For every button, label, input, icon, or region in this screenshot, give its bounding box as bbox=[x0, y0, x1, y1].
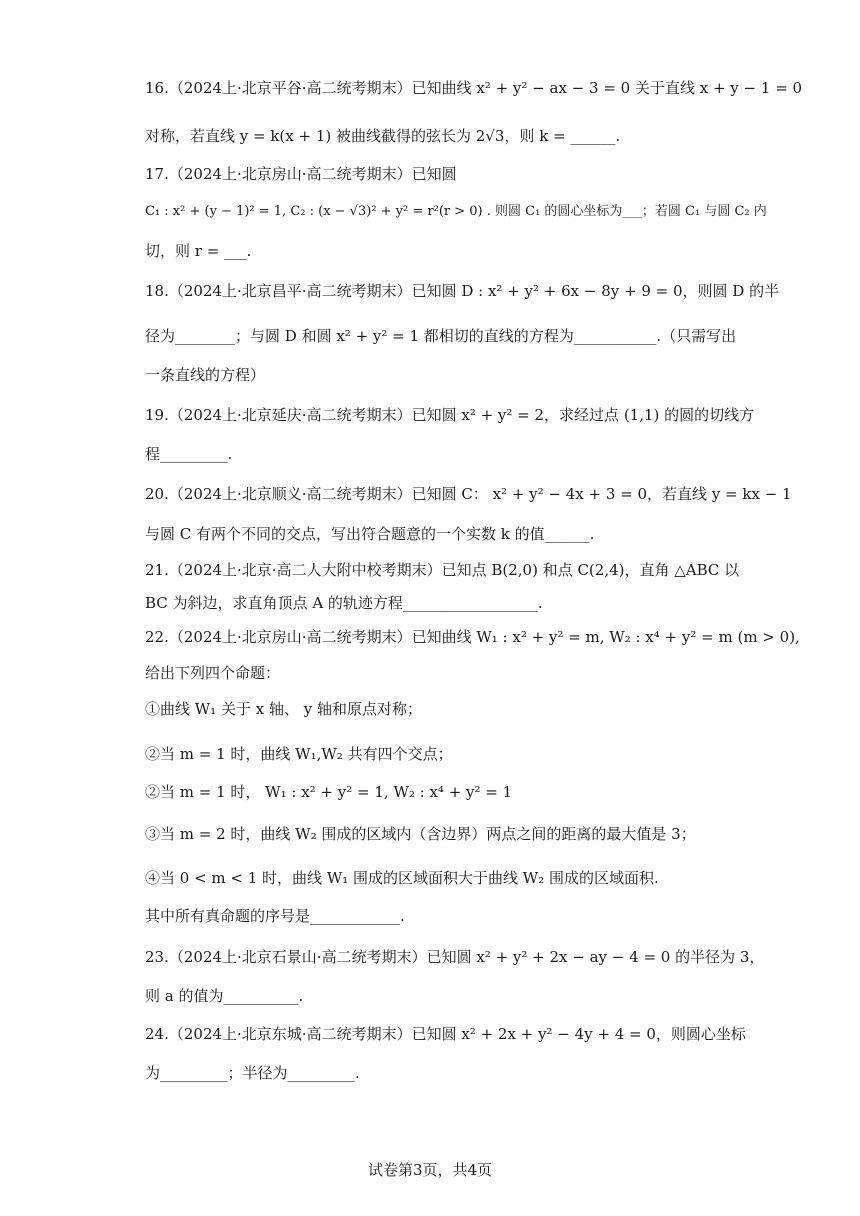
q22-item4: ④当 0 < m < 1 时，曲线 W₁ 围成的区域面积大于曲线 W₂ 围成的区域面积. bbox=[145, 869, 659, 887]
q22-item1: ①曲线 W₁ 关于 x 轴、 y 轴和原点对称； bbox=[145, 700, 422, 718]
page-footer: 试卷第3页，共4页 bbox=[367, 1161, 493, 1179]
q16-line2: 对称，若直线 y = k(x + 1) 被曲线截得的弦长为 2√3，则 k = ______. bbox=[145, 127, 621, 145]
q18-line2: 径为________；与圆 D 和圆 x² + y² = 1 都相切的直线的方程为___________.（只需写出 bbox=[145, 327, 737, 345]
q20-line2: 与圆 C 有两个不同的交点，写出符合题意的一个实数 k 的值______. bbox=[145, 525, 595, 543]
q22-line2: 给出下列四个命题： bbox=[145, 664, 281, 682]
q22-item3: ③当 m = 2 时，曲线 W₂ 围成的区域内（含边界）两点之间的距离的最大值是 3； bbox=[145, 825, 696, 843]
q19-line1: 19.（2024上·北京延庆·高二统考期末）已知圆 x² + y² = 2，求经过点 (1,1) 的圆的切线方 bbox=[145, 406, 755, 424]
q21-line2: BC 为斜边，求直角顶点 A 的轨迹方程__________________. bbox=[145, 594, 543, 612]
q17-line2: C₁ : x² + (y − 1)² = 1, C₂ : (x − √3)² + y² = r²(r > 0) . 则圆 C₁ 的圆心坐标为___；若圆 C₁ 与圆 C₂ 内 bbox=[145, 204, 767, 219]
q20-line1: 20.（2024上·北京顺义·高二统考期末）已知圆 C： x² + y² − 4x + 3 = 0，若直线 y = kx − 1 bbox=[145, 485, 792, 503]
q19-line2: 程_________. bbox=[145, 445, 233, 463]
q24-line1: 24.（2024上·北京东城·高二统考期末）已知圆 x² + 2x + y² − 4y + 4 = 0，则圆心坐标 bbox=[145, 1025, 746, 1043]
q16-line1: 16.（2024上·北京平谷·高二统考期末）已知曲线 x² + y² − ax − 3 = 0 关于直线 x + y − 1 = 0 bbox=[145, 79, 803, 97]
q21-line1: 21.（2024上·北京·高二人大附中校考期末）已知点 B(2,0) 和点 C(2,4)，直角 △ABC 以 bbox=[145, 561, 740, 579]
q18-line1: 18.（2024上·北京昌平·高二统考期末）已知圆 D : x² + y² + 6x − 8y + 9 = 0，则圆 D 的半 bbox=[145, 282, 780, 300]
q22-ask: 其中所有真命题的序号是____________. bbox=[145, 907, 405, 925]
q22-item2b: ②当 m = 1 时， W₁ : x² + y² = 1, W₂ : x⁴ + y² = 1 bbox=[145, 783, 513, 801]
q24-line2: 为_________；半径为_________. bbox=[145, 1064, 360, 1082]
q23-line2: 则 a 的值为__________. bbox=[145, 987, 304, 1005]
q22-line1: 22.（2024上·北京房山·高二统考期末）已知曲线 W₁ : x² + y² = m, W₂ : x⁴ + y² = m (m > 0), bbox=[145, 628, 800, 646]
q17-line1: 17.（2024上·北京房山·高二统考期末）已知圆 bbox=[145, 165, 457, 183]
q23-line1: 23.（2024上·北京石景山·高二统考期末）已知圆 x² + y² + 2x − ay − 4 = 0 的半径为 3， bbox=[145, 948, 765, 966]
q22-item2: ②当 m = 1 时，曲线 W₁,W₂ 共有四个交点； bbox=[145, 745, 453, 763]
q18-line3: 一条直线的方程） bbox=[145, 366, 266, 384]
q17-line3: 切，则 r = ___. bbox=[145, 242, 252, 260]
